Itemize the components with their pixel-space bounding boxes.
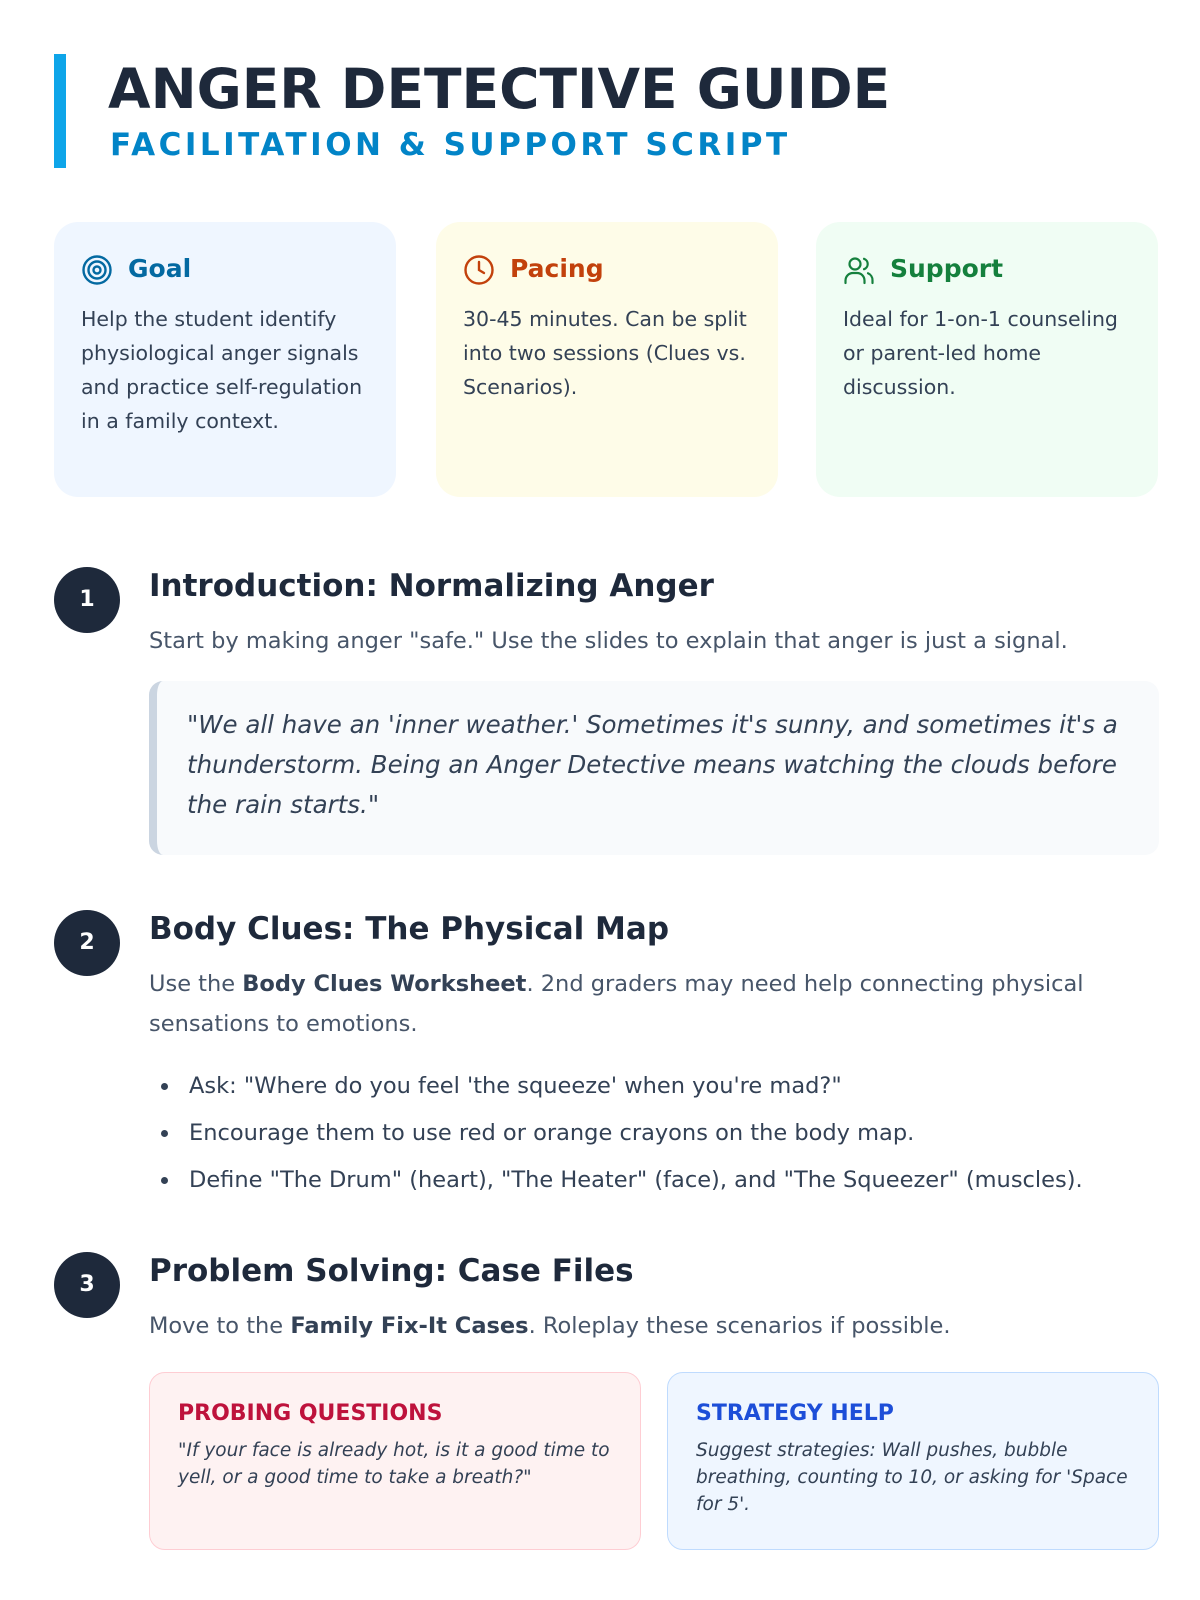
- page-header: [54, 54, 1154, 168]
- goal-card-text: Help the student identify physiological anger signals and practice self-regulation in a family context.: [81, 307, 363, 433]
- section-description: [149, 964, 1159, 1044]
- description-prefix: Move to the: [149, 1313, 291, 1339]
- step-number-badge: 1: [54, 567, 120, 633]
- bullet-dot: [161, 1177, 168, 1184]
- step-number-badge: 2: [54, 910, 120, 976]
- strategy-help-box: [667, 1372, 1159, 1550]
- description-prefix: Use the: [149, 971, 243, 997]
- list-item-text: Encourage them to use red or orange crayons on the body map.: [189, 1120, 915, 1146]
- pacing-card-text: 30-45 minutes. Can be split into two sessions (Clues vs. Scenarios).: [463, 307, 747, 399]
- target-icon: [81, 254, 113, 286]
- header-accent-bar: [54, 54, 66, 168]
- pacing-card-title: Pacing: [510, 254, 604, 283]
- section-title: Problem Solving: Case Files: [149, 1253, 634, 1289]
- strategy-help-title: STRATEGY HELP: [696, 1401, 894, 1426]
- section-description: [149, 1306, 1159, 1346]
- goal-card-title: Goal: [128, 254, 192, 283]
- support-card: [816, 222, 1158, 497]
- quote-text: "We all have an 'inner weather.' Sometimes it's sunny, and sometimes it's a thunderstorm. Being an Anger Detective means watching the clouds before the rain starts.": [187, 710, 1118, 819]
- bullet-dot: [161, 1130, 168, 1137]
- probing-questions-text: "If your face is already hot, is it a good time to yell, or a good time to take a breath?": [178, 1440, 610, 1488]
- section-title: Introduction: Normalizing Anger: [149, 568, 714, 604]
- section-description: Start by making anger "safe." Use the slides to explain that anger is just a signal.: [149, 628, 1068, 654]
- section-introduction: [54, 565, 1160, 855]
- worksheet-name: Body Clues Worksheet: [242, 971, 527, 997]
- description-suffix: . 2nd graders may need help connecting physical sensations to emotions.: [149, 971, 1084, 1037]
- case-boxes: [149, 1372, 1159, 1550]
- section-problem-solving: [54, 1250, 1160, 1550]
- list-item: [149, 1063, 1159, 1110]
- quote-block: [149, 681, 1159, 855]
- page-title: ANGER DETECTIVE GUIDE: [108, 57, 891, 121]
- list-item-text: Define "The Drum" (heart), "The Heater" (face), and "The Squeezer" (muscles).: [189, 1167, 1083, 1193]
- page-subtitle: FACILITATION & SUPPORT SCRIPT: [110, 127, 791, 163]
- bullet-list: [149, 1063, 1159, 1204]
- goal-card: [54, 222, 396, 497]
- bullet-dot: [161, 1083, 168, 1090]
- support-card-text: Ideal for 1-on-1 counseling or parent-led home discussion.: [843, 307, 1118, 399]
- section-title: Body Clues: The Physical Map: [149, 911, 670, 947]
- strategy-help-text: Suggest strategies: Wall pushes, bubble breathing, counting to 10, or asking for 'Space for 5'.: [696, 1440, 1128, 1515]
- list-item-text: Ask: "Where do you feel 'the squeeze' when you're mad?": [189, 1073, 842, 1099]
- pacing-card: [436, 222, 778, 497]
- list-item: [149, 1157, 1159, 1204]
- step-number-badge: 3: [54, 1252, 120, 1318]
- section-body-clues: [54, 908, 1160, 1198]
- info-cards: [54, 222, 1158, 497]
- probing-questions-title: PROBING QUESTIONS: [178, 1401, 443, 1426]
- users-icon: [843, 254, 875, 286]
- cases-name: Family Fix-It Cases: [290, 1313, 529, 1339]
- probing-questions-box: [149, 1372, 641, 1550]
- list-item: [149, 1110, 1159, 1157]
- description-suffix: . Roleplay these scenarios if possible.: [528, 1313, 951, 1339]
- clock-icon: [463, 254, 495, 286]
- support-card-title: Support: [890, 254, 1004, 283]
